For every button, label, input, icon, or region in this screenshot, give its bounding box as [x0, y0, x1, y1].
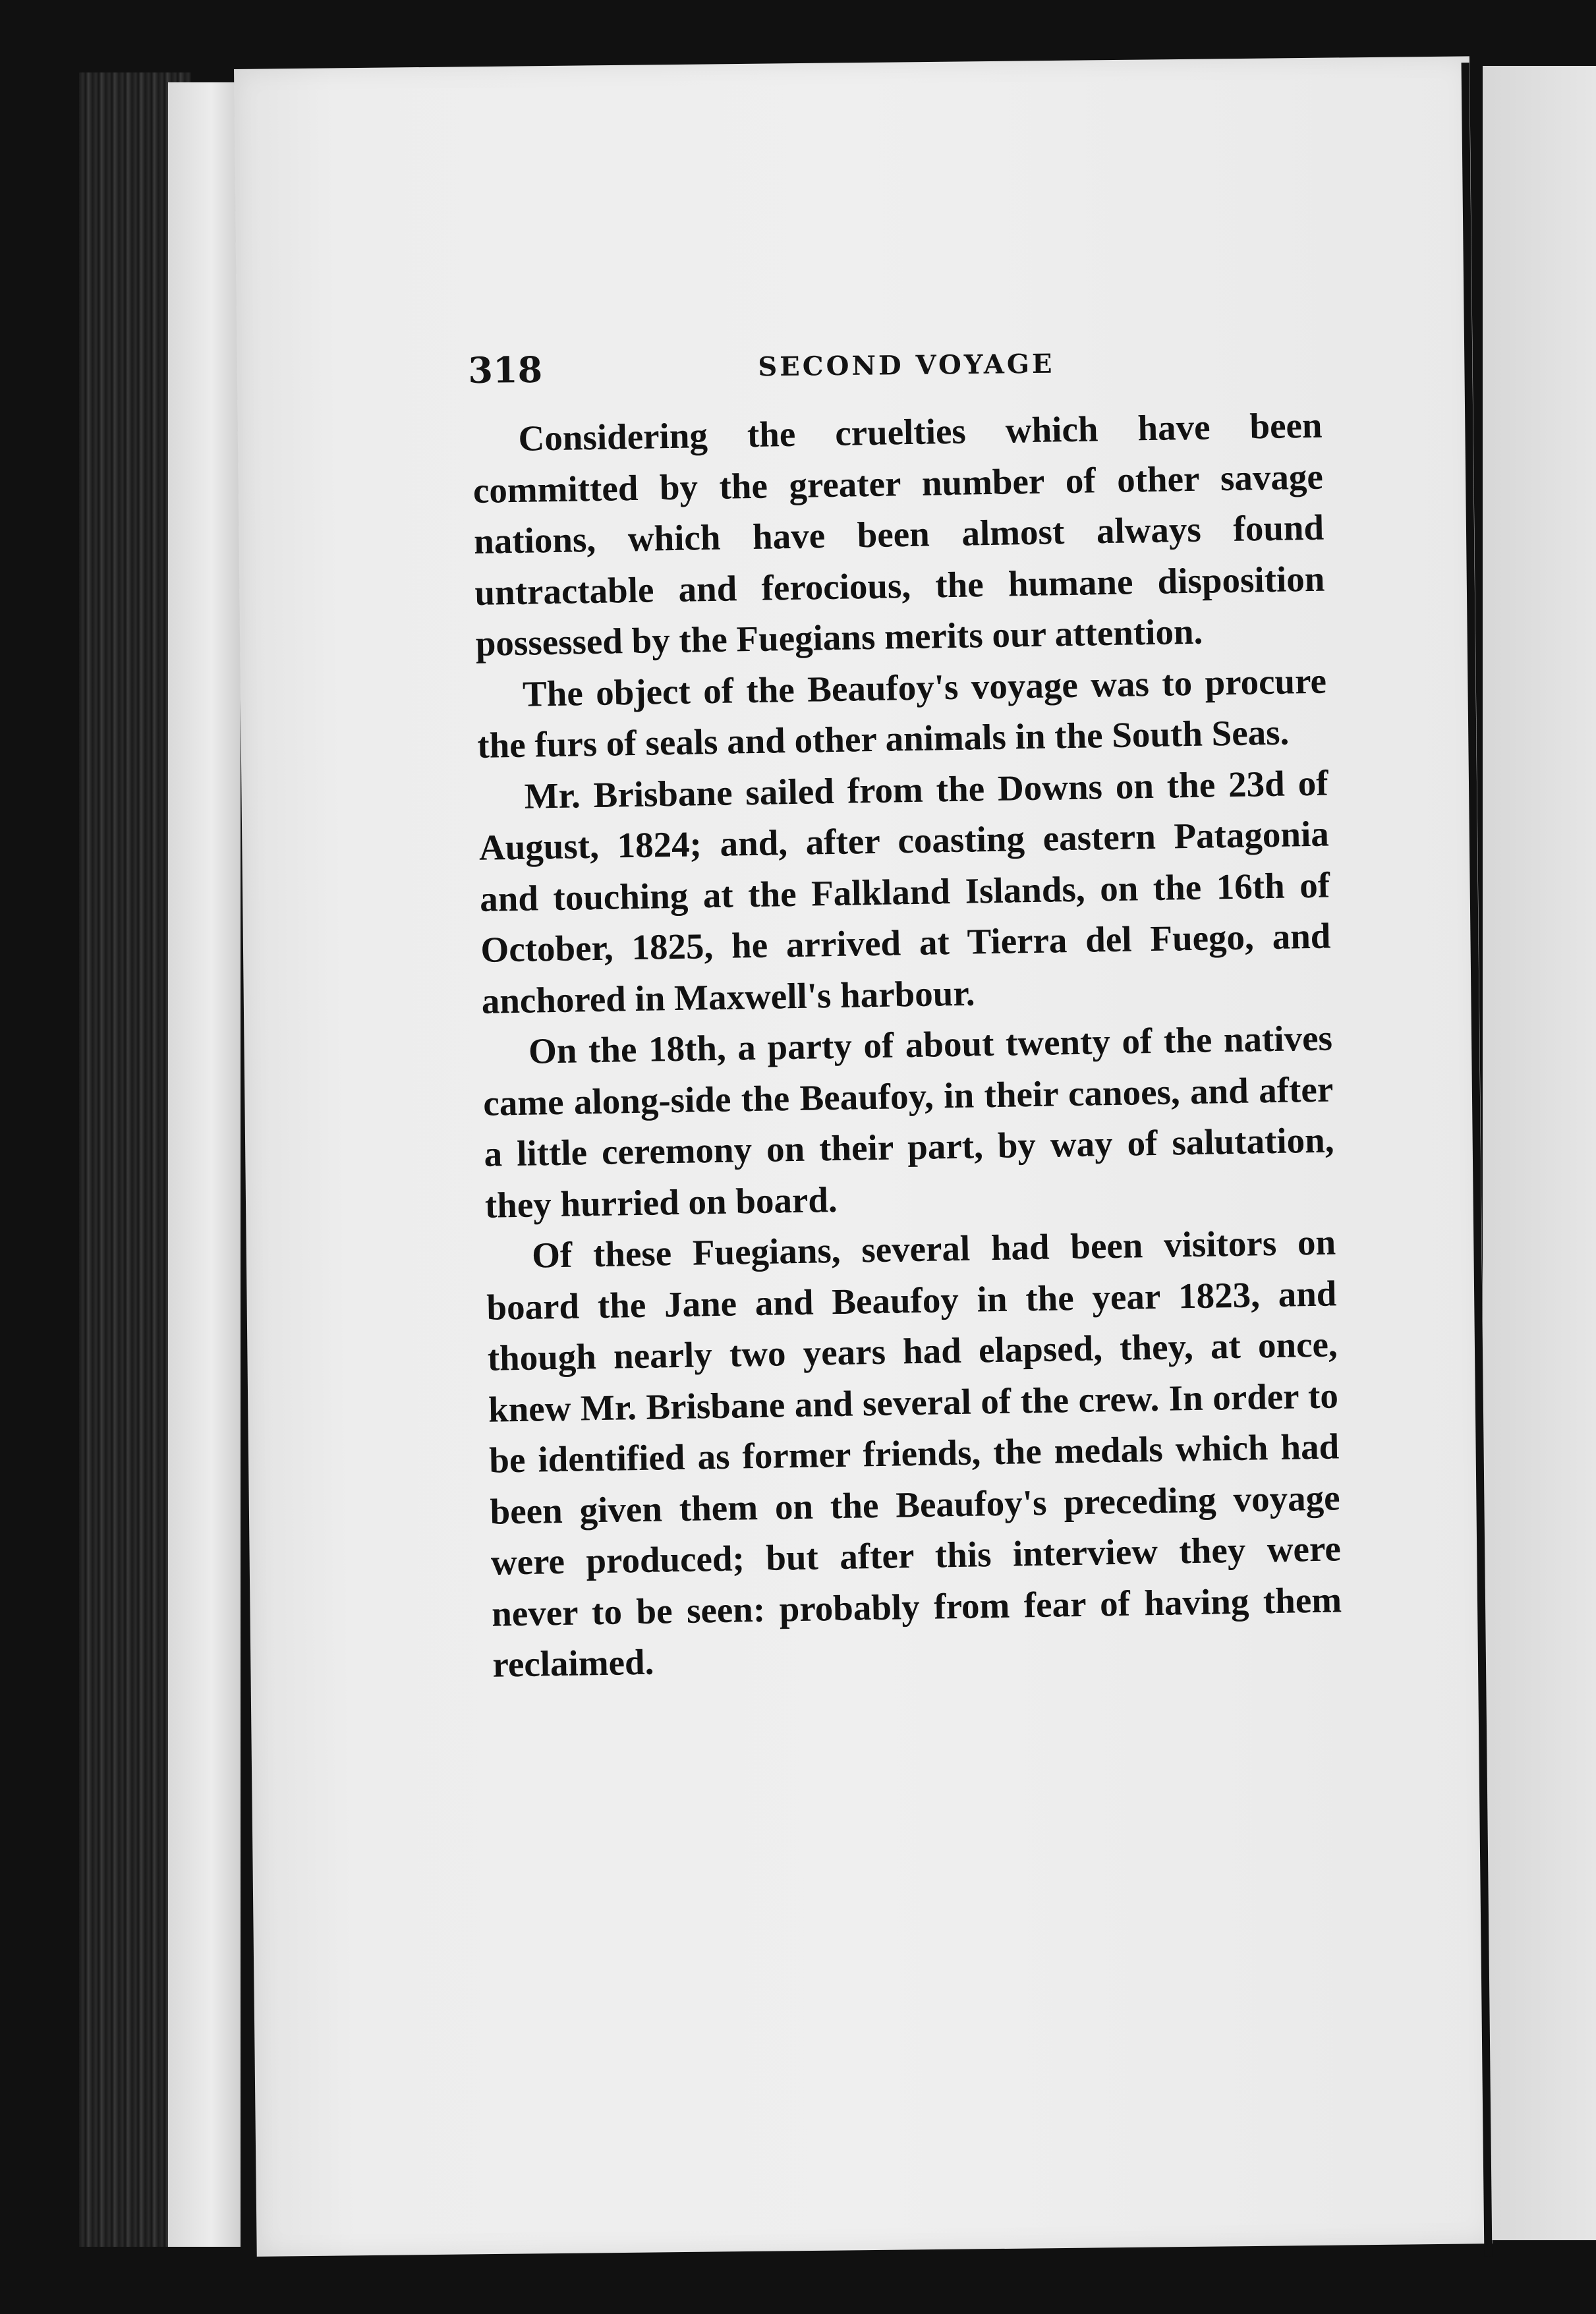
page-number: 318 [468, 348, 543, 391]
paragraph: Of these Fuegians, several had been visitors on board the Jane and Beaufoy in the year 1823, and though nearly two years had elapsed, they, at once, knew Mr. Brisbane and several of the crew. In order to be identified as former friends, the medals which had been given them on the Beaufoy's preceding voyage were produced; but after this interview they were never to be seen: probably from fear of having them reclaimed. [486, 1222, 1342, 1685]
running-head: SECOND VOYAGE [758, 348, 1055, 383]
paragraph: Considering the cruelties which have been committed by the greater number of other savage nations, which have been almost always found untractable and ferocious, the humane disposition possessed by the Fuegians merits our attention. [472, 405, 1325, 663]
paragraph: Mr. Brisbane sailed from the Downs on the 23d of August, 1824; and, after coasting eastern Patagonia and touching at the Falkland Islands, on the 16th of October, 1825, he arrived at Tierra del Fuego, and anchored in Maxwell's harbour. [478, 762, 1331, 1021]
page-gutter [168, 82, 241, 2247]
facing-page-sliver [1483, 66, 1596, 2240]
body-text [472, 400, 1343, 1691]
page-header [468, 333, 1325, 395]
paragraph: On the 18th, a party of about twenty of the natives came along-side the Beaufoy, in their canoes, and after a little ceremony on their part, by way of salutation, they hurried on board. [482, 1017, 1334, 1226]
paragraph: The object of the Beaufoy's voyage was to procure the furs of seals and other animals in the South Seas. [476, 660, 1327, 766]
